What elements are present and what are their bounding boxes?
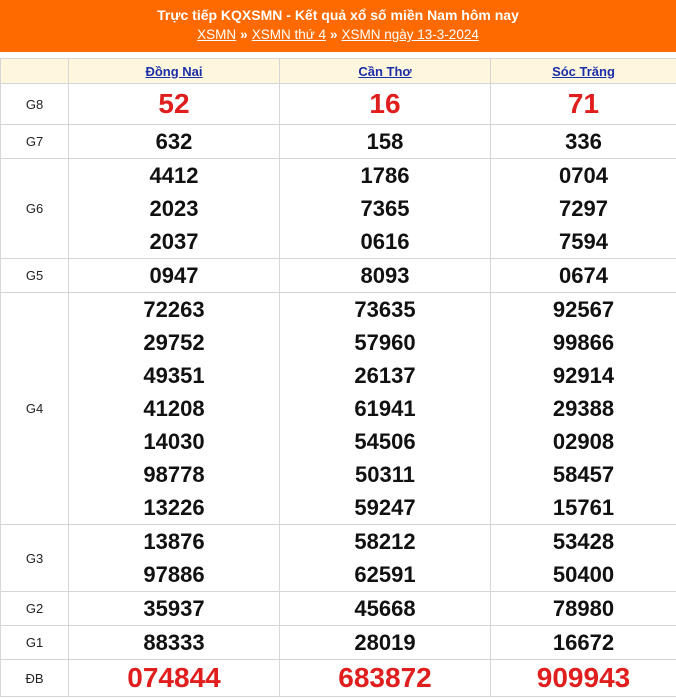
prize-row-g1 — [1, 626, 676, 660]
prize-number: 14030 — [143, 429, 205, 454]
prize-cell — [69, 626, 280, 660]
prize-row-g8 — [1, 84, 676, 125]
prize-cell — [69, 660, 280, 697]
province-header-row — [1, 59, 676, 84]
prize-number: 45668 — [354, 596, 416, 621]
breadcrumb-link-date[interactable]: XSMN ngày 13-3-2024 — [341, 27, 479, 42]
prize-label: G3 — [1, 525, 69, 592]
prize-cell — [280, 525, 491, 592]
prize-cell — [69, 293, 280, 525]
province-link-can-tho[interactable]: Cần Thơ — [358, 63, 412, 79]
province-link-dong-nai[interactable]: Đồng Nai — [145, 63, 203, 79]
prize-row-g2 — [1, 592, 676, 626]
prize-cell — [280, 259, 491, 293]
prize-cell — [491, 259, 676, 293]
breadcrumb-separator: » — [240, 27, 248, 42]
prize-number: 7594 — [559, 229, 608, 254]
prize-number: 59247 — [354, 495, 416, 520]
prize-number: 26137 — [354, 363, 416, 388]
prize-number: 0674 — [559, 263, 608, 288]
prize-number: 58457 — [552, 462, 615, 487]
prize-number: 8093 — [360, 263, 410, 288]
prize-number: 13226 — [143, 495, 205, 520]
prize-number: 02908 — [552, 429, 615, 454]
corner-cell — [1, 59, 69, 84]
prize-number: 54506 — [354, 429, 416, 454]
prize-cell — [69, 159, 280, 259]
prize-row-g7 — [1, 125, 676, 159]
prize-number: 2023 — [149, 196, 199, 221]
province-header — [69, 59, 280, 84]
province-header — [280, 59, 491, 84]
prize-number: 50311 — [355, 462, 415, 487]
prize-number: 78980 — [552, 596, 615, 621]
prize-cell — [491, 125, 676, 159]
prize-cell — [280, 660, 491, 697]
prize-number: 98778 — [143, 462, 205, 487]
breadcrumb-separator: » — [330, 27, 338, 42]
prize-cell — [280, 626, 491, 660]
prize-number: 1786 — [360, 163, 410, 188]
prize-cell — [69, 84, 280, 125]
prize-row-db — [1, 660, 676, 697]
prize-cell — [491, 592, 676, 626]
prize-number: 7365 — [360, 196, 410, 221]
prize-cell — [491, 525, 676, 592]
page-title: Trực tiếp KQXSMN - Kết quả xổ số miền Nam hôm nay — [157, 7, 519, 23]
prize-label: G1 — [1, 626, 69, 660]
prize-number: 62591 — [354, 562, 416, 587]
prize-cell — [280, 125, 491, 159]
prize-cell — [280, 592, 491, 626]
prize-cell — [280, 159, 491, 259]
prize-row-g5 — [1, 259, 676, 293]
province-link-soc-trang[interactable]: Sóc Trăng — [552, 63, 615, 79]
prize-number: 158 — [366, 129, 404, 154]
province-header — [491, 59, 676, 84]
prize-cell — [280, 293, 491, 525]
prize-number: 35937 — [143, 596, 205, 621]
prize-number: 53428 — [552, 529, 615, 554]
special-prize-number: 909943 — [536, 662, 631, 693]
prize-number: 61941 — [354, 396, 416, 421]
prize-number: 97886 — [143, 562, 205, 587]
prize-number: 632 — [155, 129, 193, 154]
prize-cell — [69, 525, 280, 592]
prize-cell — [491, 159, 676, 259]
page-header — [0, 0, 676, 52]
prize-label: G6 — [1, 159, 69, 259]
special-prize-number: 074844 — [127, 662, 221, 693]
special-prize-number: 683872 — [338, 662, 432, 693]
prize-label: G2 — [1, 592, 69, 626]
prize-number: 16672 — [552, 630, 615, 655]
prize-number: 50400 — [552, 562, 615, 587]
prize-number: 72263 — [143, 297, 205, 322]
prize-number: 49351 — [143, 363, 205, 388]
prize-cell — [69, 592, 280, 626]
prize-number: 16 — [369, 88, 401, 119]
prize-number: 99866 — [552, 330, 615, 355]
prize-label: G8 — [1, 84, 69, 125]
prize-cell — [491, 660, 676, 697]
results-table — [0, 58, 676, 697]
prize-number: 71 — [567, 88, 600, 119]
prize-row-g6 — [1, 159, 676, 259]
prize-number: 336 — [565, 129, 602, 154]
prize-number: 0947 — [149, 263, 199, 288]
prize-number: 52 — [158, 88, 190, 119]
prize-number: 0616 — [360, 229, 410, 254]
breadcrumb — [0, 26, 676, 44]
prize-number: 57960 — [354, 330, 416, 355]
prize-number: 28019 — [354, 630, 416, 655]
prize-label: G4 — [1, 293, 69, 525]
prize-number: 88333 — [143, 630, 205, 655]
prize-cell — [69, 259, 280, 293]
prize-number: 29388 — [552, 396, 615, 421]
prize-cell — [69, 125, 280, 159]
prize-label: ĐB — [1, 660, 69, 697]
prize-number: 13876 — [143, 529, 205, 554]
prize-cell — [491, 626, 676, 660]
breadcrumb-link-weekday[interactable]: XSMN thứ 4 — [251, 27, 326, 42]
prize-label: G7 — [1, 125, 69, 159]
prize-number: 0704 — [559, 163, 608, 188]
prize-cell — [280, 84, 491, 125]
prize-cell — [491, 84, 676, 125]
prize-number: 73635 — [354, 297, 416, 322]
prize-number: 92567 — [552, 297, 615, 322]
prize-number: 58212 — [354, 529, 416, 554]
prize-row-g4 — [1, 293, 676, 525]
prize-number: 92914 — [552, 363, 615, 388]
prize-label: G5 — [1, 259, 69, 293]
prize-body — [1, 84, 676, 697]
prize-row-g3 — [1, 525, 676, 592]
prize-number: 15761 — [552, 495, 615, 520]
breadcrumb-link-xsmn[interactable]: XSMN — [197, 27, 237, 42]
prize-number: 41208 — [143, 396, 205, 421]
prize-cell — [491, 293, 676, 525]
prize-number: 29752 — [143, 330, 205, 355]
prize-number: 7297 — [559, 196, 608, 221]
prize-number: 4412 — [149, 163, 199, 188]
prize-number: 2037 — [149, 229, 199, 254]
